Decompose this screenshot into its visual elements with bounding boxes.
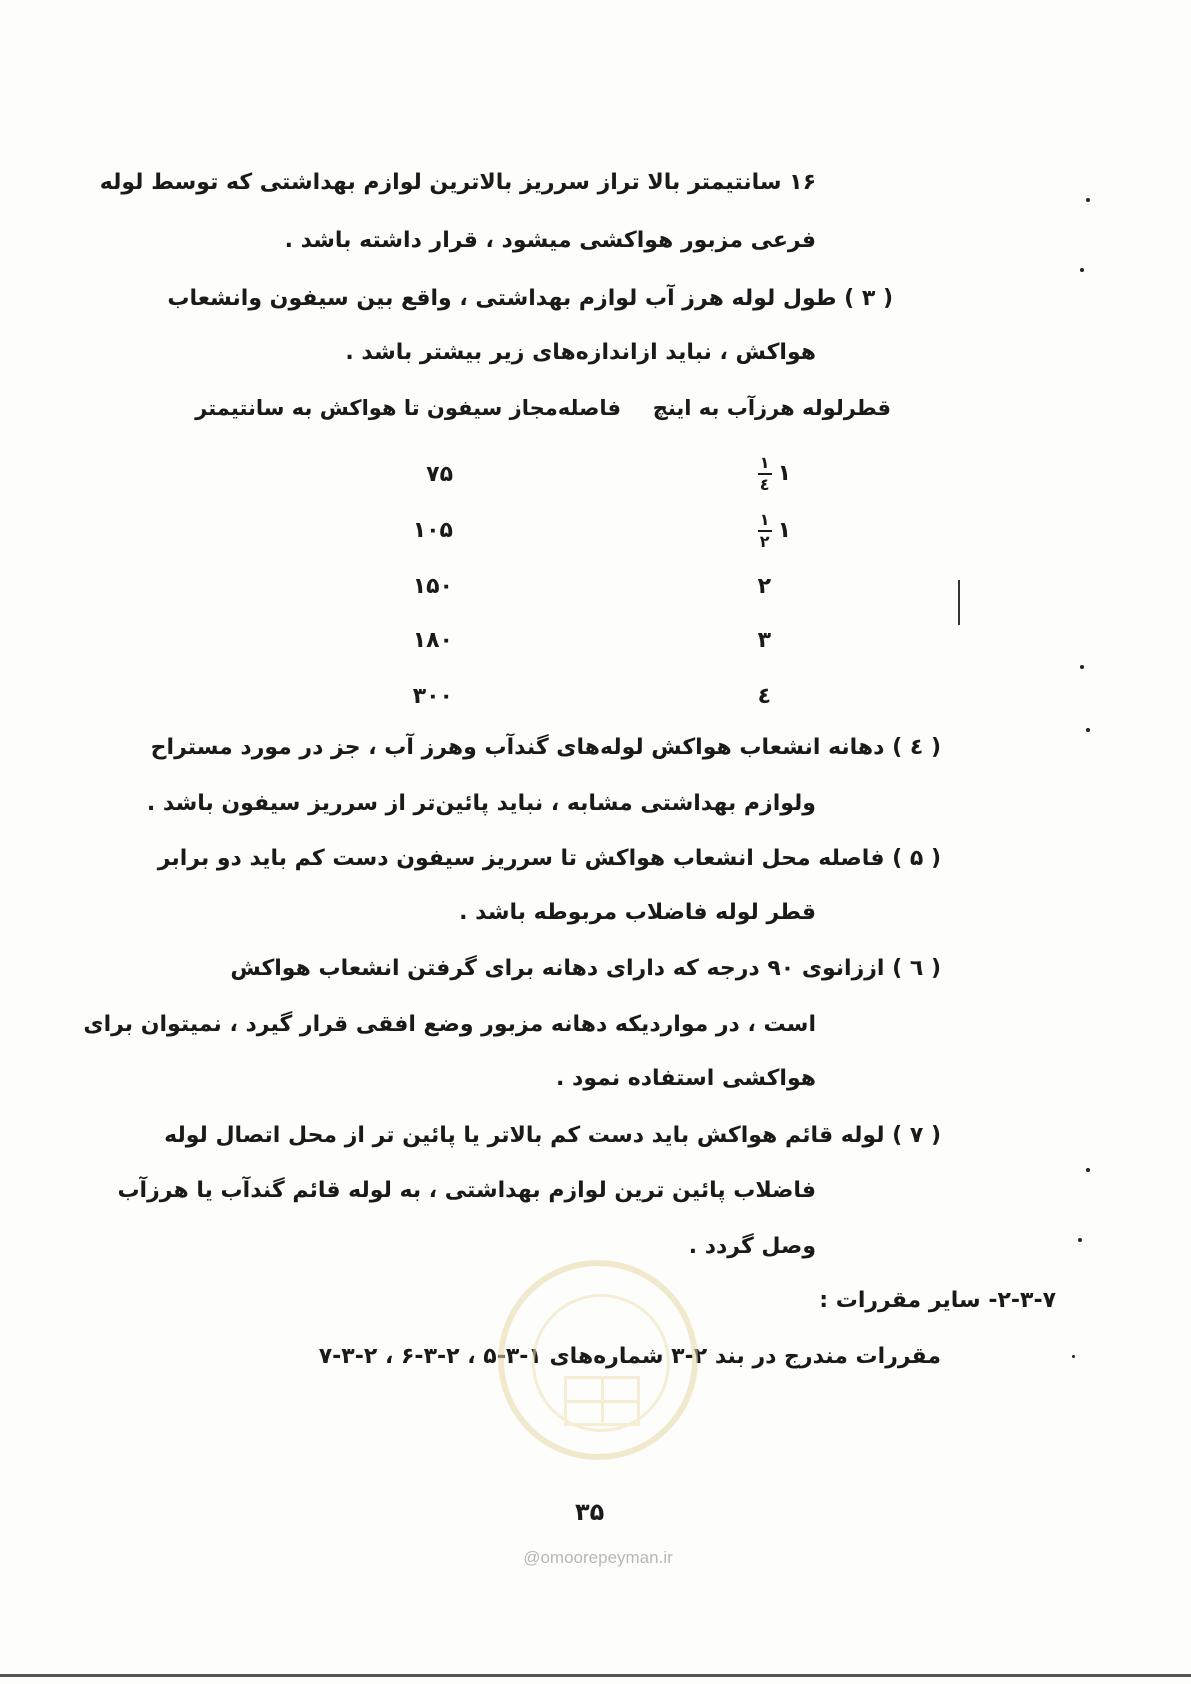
- fraction-denominator: ٤: [759, 475, 770, 494]
- table-header-diameter: قطرلوله هرزآب به اینچ: [652, 396, 891, 420]
- distance-cell: ۱۰۵: [412, 518, 453, 543]
- scan-speck: [1086, 1168, 1090, 1172]
- scan-speck: [1086, 198, 1090, 202]
- table-header-distance: فاصله‌مجاز سیفون تا هواکش به سانتیمتر: [195, 396, 621, 420]
- paragraph-line: هواکشی استفاده نمود .: [556, 1066, 816, 1091]
- page-number: ۳۵: [575, 1498, 605, 1526]
- diameter-fraction: [758, 512, 772, 550]
- distance-cell: ۳۰۰: [412, 684, 453, 709]
- paragraph-line: وصل گردد .: [688, 1234, 816, 1259]
- watermark-seal: [498, 1260, 698, 1460]
- diameter-cell: ٤: [757, 684, 771, 709]
- scan-speck: [1080, 665, 1084, 669]
- fraction-numerator: ۱: [759, 510, 770, 529]
- text-line-2: فرعی مزبور هواکشی میشود ، قرار داشته باشد .: [284, 228, 816, 253]
- diameter-whole: ۱: [777, 518, 791, 543]
- distance-cell: ۱۸۰: [412, 628, 453, 653]
- scan-speck: [1078, 1238, 1082, 1242]
- fraction-numerator: ۱: [759, 453, 770, 472]
- scan-speck: [1080, 268, 1084, 272]
- diameter-fraction: [758, 455, 772, 493]
- paragraph-line: ولوازم بهداشتی مشابه ، نباید پائین‌تر از سرریز سیفون باشد .: [146, 791, 816, 816]
- distance-cell: ۱۵۰: [412, 574, 453, 599]
- text-line-1: ۱۶ سانتیمتر بالا تراز سرریز بالاترین لوازم بهداشتی که توسط لوله: [99, 170, 816, 195]
- scan-speck: [1086, 728, 1090, 732]
- diameter-cell: ۳: [757, 628, 771, 653]
- section-heading: ۲-۳-۷- سایر مقررات :: [819, 1288, 1056, 1313]
- paragraph-line: ( ٦ ) اززانوی ۹۰ درجه که دارای دهانه برای گرفتن انشعاب هواکش: [230, 956, 941, 981]
- diameter-cell: [758, 512, 791, 550]
- diameter-whole: ۱: [777, 461, 791, 486]
- diameter-cell: ۲: [757, 574, 771, 599]
- paragraph-line: است ، در مواردیکه دهانه مزبور وضع افقی قرار گیرد ، نمیتوان برای: [83, 1012, 816, 1037]
- fraction-denominator: ۲: [759, 532, 770, 551]
- text-line-4: هواکش ، نباید ازاندازه‌های زیر بیشتر باشد .: [345, 340, 816, 365]
- scan-mark: [958, 580, 960, 625]
- paragraph-line: فاضلاب پائین ترین لوازم بهداشتی ، به لوله قائم گندآب یا هرزآب: [117, 1178, 816, 1203]
- text-line-3: ( ۳ ) طول لوله هرز آب لوازم بهداشتی ، واقع بین سیفون وانشعاب: [167, 286, 893, 311]
- scan-speck: [1072, 1355, 1075, 1358]
- paragraph-line: قطر لوله فاضلاب مربوطه باشد .: [459, 900, 816, 925]
- paragraph-line: ( ٤ ) دهانه انشعاب هواکش لوله‌های گندآب وهرز آب ، جز در مورد مستراح: [150, 735, 941, 760]
- distance-cell: ۷۵: [426, 462, 453, 487]
- scan-edge: [0, 1674, 1191, 1677]
- watermark-text: @omoorepeyman.ir: [523, 1548, 673, 1567]
- diameter-cell: [758, 455, 791, 493]
- paragraph-line: ( ۷ ) لوله قائم هواکش باید دست کم بالاتر یا پائین تر از محل اتصال لوله: [164, 1123, 941, 1148]
- section-text: مقررات مندرج در بند ۲-۳ شماره‌های ۱-۳-۵ ، ۲-۳-۶ ، ۲-۳-۷: [318, 1344, 941, 1369]
- paragraph-line: ( ۵ ) فاصله محل انشعاب هواکش تا سرریز سیفون دست کم باید دو برابر: [157, 846, 941, 871]
